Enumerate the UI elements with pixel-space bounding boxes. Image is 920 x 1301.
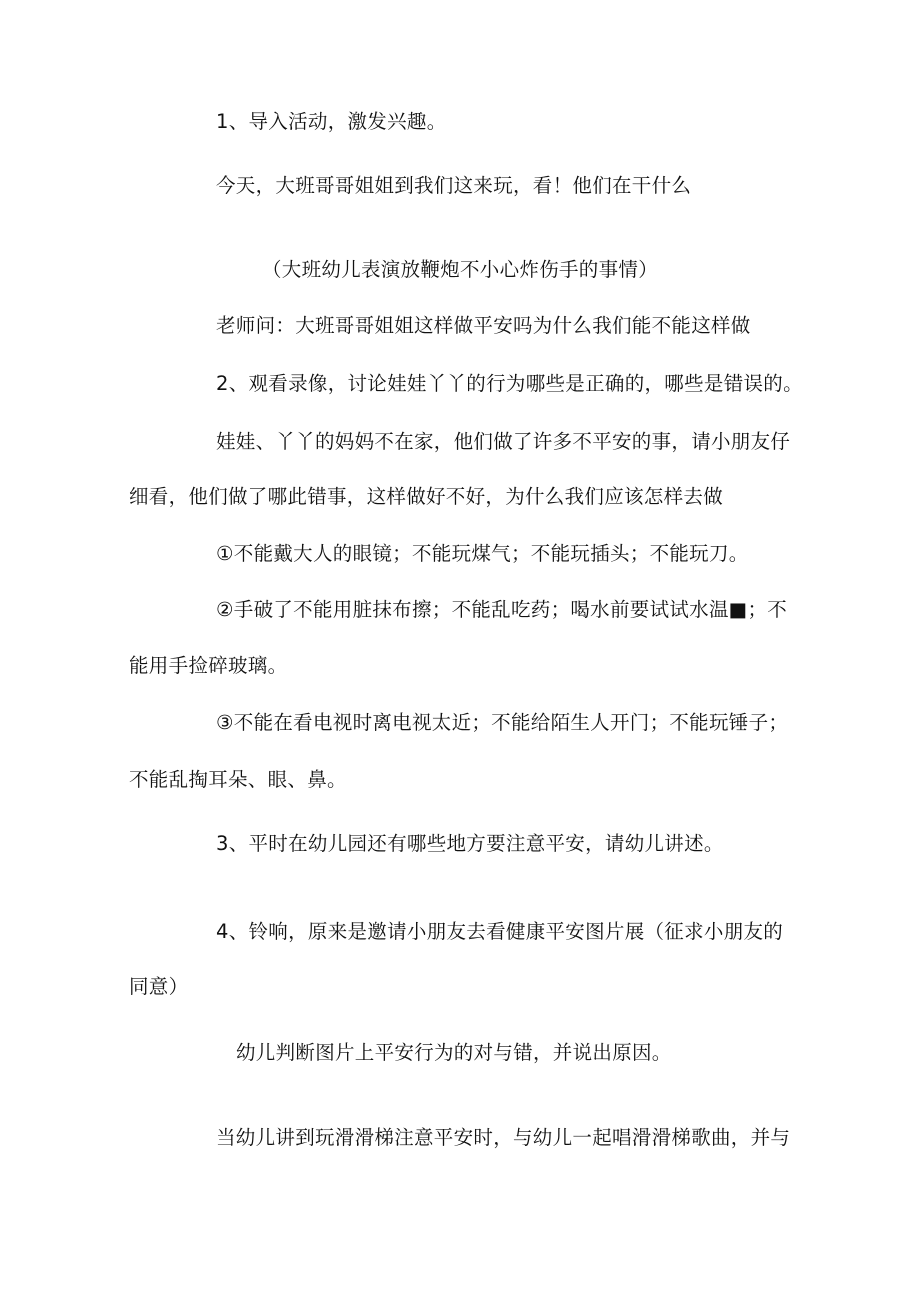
rule-item-2-line-1: ②手破了不能用脏抹布擦；不能乱吃药；喝水前要试试水温■；不 [216, 598, 788, 621]
slide-song-paragraph: 当幼儿讲到玩滑滑梯注意平安时，与幼儿一起唱滑滑梯歌曲，并与 [216, 1126, 791, 1149]
video-paragraph-line-2: 细看，他们做了哪此错事，这样做好不好，为什么我们应该怎样去做 [129, 485, 724, 508]
step-1-heading: 1、导入活动，激发兴趣。 [216, 110, 447, 133]
step-4-line-1: 4、铃响，原来是邀请小朋友去看健康平安图片展（征求小朋友的 [216, 920, 784, 943]
intro-paragraph: 今天，大班哥哥姐姐到我们这来玩，看！他们在干什么 [216, 174, 692, 197]
step-3-heading: 3、平时在幼儿园还有哪些地方要注意平安，请幼儿讲述。 [216, 832, 724, 855]
performance-note: （大班幼儿表演放鞭炮不小心炸伤手的事情） [262, 258, 659, 281]
rule-item-2-line-2: 能用手捡碎玻璃。 [129, 654, 288, 677]
rule-item-1: ①不能戴大人的眼镜；不能玩煤气；不能玩插头；不能玩刀。 [216, 542, 749, 565]
video-paragraph-line-1: 娃娃、丫丫的妈妈不在家，他们做了许多不平安的事，请小朋友仔 [216, 430, 791, 453]
rule-item-3-line-1: ③不能在看电视时离电视太近；不能给陌生人开门；不能玩锤子； [216, 711, 789, 734]
step-2-heading: 2、观看录像，讨论娃娃丫丫的行为哪些是正确的，哪些是错误的。 [216, 372, 803, 395]
judgement-paragraph: 幼儿判断图片上平安行为的对与错，并说出原因。 [236, 1041, 672, 1064]
step-4-line-2: 同意） [129, 975, 189, 998]
teacher-question: 老师问：大班哥哥姐姐这样做平安吗为什么我们能不能这样做 [216, 314, 751, 337]
rule-item-3-line-2: 不能乱掏耳朵、眼、鼻。 [129, 768, 347, 791]
